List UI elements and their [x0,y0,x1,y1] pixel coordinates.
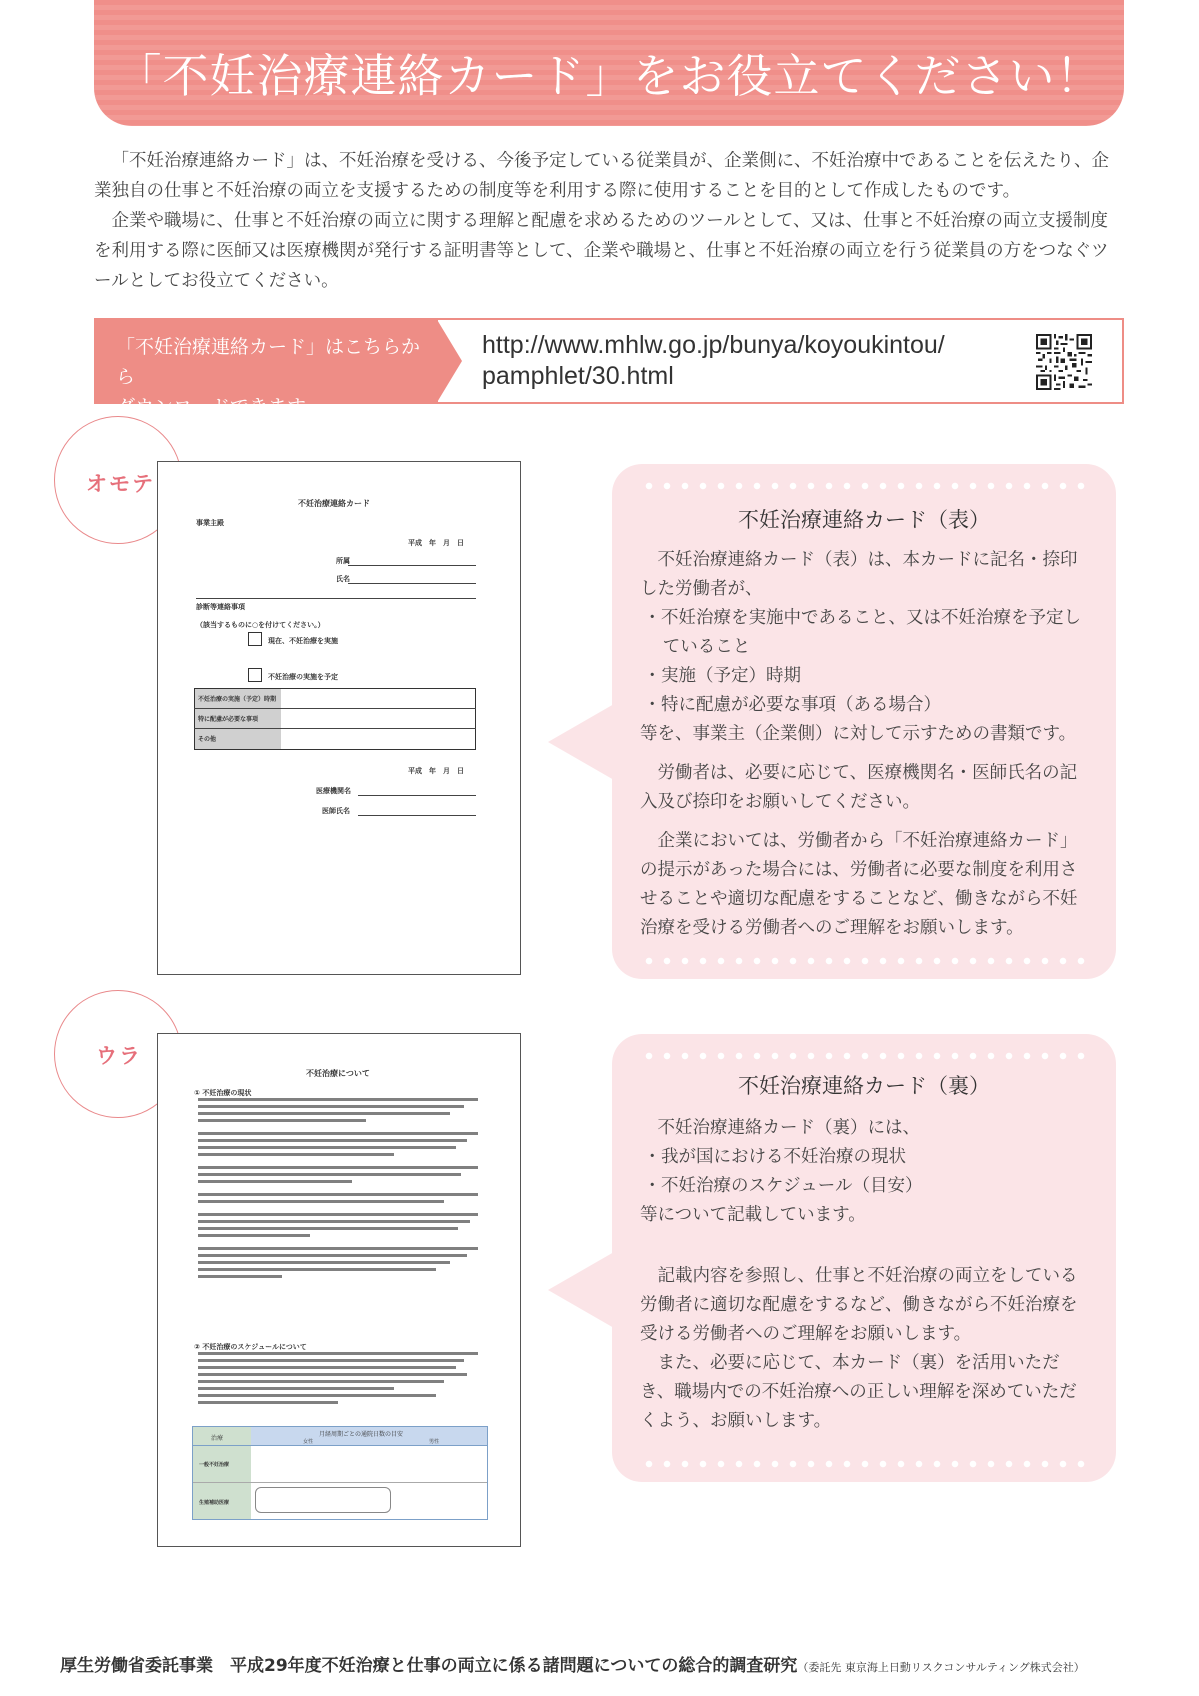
thumb-back-table-col-1: 女性 [303,1439,314,1445]
download-tag-line-2: ダウンロードできます。 [116,396,324,418]
thumb-back-table-row-2: 生殖補助医療 [199,1500,230,1506]
back-explanation-box [612,1034,1116,1482]
thumb-front-option-2: 不妊治療の実施を予定 [268,673,338,681]
back-paragraph-2: 等について記載しています。 [640,1205,866,1225]
download-bar [94,318,1124,418]
intro-paragraph-1: 「不妊治療連絡カード」は、不妊治療を受ける、今後予定している従業員が、企業側に、不妊治療中であることを伝えたり、企業独自の仕事と不妊治療の両立を支援するための制度等を利用する際に使用することを目的として作成したものです。 [94,151,1109,201]
footer-credit [60,1651,1085,1676]
front-bullet-2: ・実施（予定）時期 [643,666,801,686]
thumb-back-title: 不妊治療について [306,1069,370,1078]
thumb-front-doctor: 医師氏名 [322,807,350,815]
front-pointer-icon [548,704,614,780]
front-card-thumbnail [157,461,521,975]
intro-text [94,146,1124,296]
front-bullet-1: ・不妊治療を実施中であること、又は不妊治療を予定していること [643,608,1081,657]
page-title: 「不妊治療連絡カード」をお役立てください！ [115,49,1103,103]
thumb-front-affiliation: 所属 [336,557,350,565]
back-paragraph-3: 記載内容を参照し、仕事と不妊治療の両立をしている労働者に適切な配慮をするなど、働きながら不妊治療を受ける労働者へのご理解をお願いします。 [640,1266,1078,1344]
download-url-line-1[interactable]: http://www.mhlw.go.jp/bunya/koyoukintou/ [482,331,945,359]
thumb-back-table [192,1426,488,1520]
thumb-back-section-1: ① 不妊治療の現状 [194,1089,252,1097]
thumb-back-table-col-2: 男性 [429,1439,440,1445]
back-card-thumbnail [157,1033,521,1547]
back-pointer-icon [548,1252,614,1328]
front-paragraph-2: 等を、事業主（企業側）に対して示すための書類です。 [640,724,1077,744]
back-bullet-1: ・我が国における不妊治療の現状 [643,1147,906,1167]
thumb-front-row-3: その他 [198,736,217,743]
download-url-link[interactable] [482,330,945,392]
back-box-body [640,1114,1088,1436]
back-box-title: 不妊治療連絡カード（裏） [738,1074,990,1098]
footer-main: 厚生労働省委託事業 平成29年度不妊治療と仕事の両立に係る諸問題についての総合的調査研究 [60,1656,798,1676]
thumb-front-option-1: 現在、不妊治療を実施 [268,637,338,645]
download-tag [94,318,438,418]
back-paragraph-4: また、必要に応じて、本カード（裏）を活用いただき、職場内での不妊治療への正しい理解を深めていただくよう、お願いします。 [640,1353,1077,1431]
thumb-front-row-2: 特に配慮が必要な事項 [198,716,259,723]
download-arrow-icon [436,318,462,404]
thumb-back-table-row-1: 一般不妊治療 [199,1462,230,1468]
thumb-back-table-col-0: 治療 [211,1435,224,1442]
front-paragraph-4: 企業においては、労働者から「不妊治療連絡カード」の提示があった場合には、労働者に必要な制度を利用させることや適切な配慮をすることなど、働きながら不妊治療を受ける労働者へのご理解をお願いします。 [640,831,1078,938]
thumb-front-name: 氏名 [336,575,350,583]
thumb-front-instruction: （該当するものに○を付けてください。） [196,621,325,629]
thumb-front-to: 事業主殿 [196,519,224,527]
front-explanation-box [612,464,1116,979]
qr-code-icon[interactable] [1036,334,1092,390]
thumb-front-date-2: 平成 年 月 日 [408,767,464,775]
download-url-line-2[interactable]: pamphlet/30.html [482,362,674,390]
thumb-front-title: 不妊治療連絡カード [298,499,370,508]
thumb-front-section: 診断等連絡事項 [196,603,245,611]
back-side-label: ウラ [96,1044,142,1068]
footer-note: （委託先 東京海上日動リスクコンサルティング株式会社） [797,1661,1085,1674]
thumb-front-date: 平成 年 月 日 [408,539,464,547]
front-paragraph-3: 労働者は、必要に応じて、医療機関名・医師氏名の記入及び捺印をお願いしてください。 [640,763,1078,812]
thumb-front-clinic: 医療機関名 [316,787,351,795]
back-bullet-2: ・不妊治療のスケジュール（目安） [643,1176,923,1196]
thumb-back-table-head: 月経周期ごとの通院日数の目安 [319,1431,404,1438]
thumb-front-row-1: 不妊治療の実施（予定）時期 [198,696,277,703]
front-box-body [640,546,1088,943]
intro-paragraph-2: 企業や職場に、仕事と不妊治療の両立に関する理解と配慮を求めるためのツールとして、又は、仕事と不妊治療の両立支援制度を利用する際に医師又は医療機関が発行する証明書等として、企業や職場と、仕事と不妊治療の両立を行う従業員の方をつなぐツールとしてお役立てください。 [94,211,1109,291]
title-banner [94,0,1124,126]
download-tag-line-1: 「不妊治療連絡カード」はこちらから [116,336,421,388]
front-bullet-3: ・特に配慮が必要な事項（ある場合） [643,695,941,715]
front-side-label: オモテ [86,472,155,496]
front-box-title: 不妊治療連絡カード（表） [738,508,990,532]
thumb-back-section-2: ② 不妊治療のスケジュールについて [194,1343,307,1351]
front-paragraph-1: 不妊治療連絡カード（表）は、本カードに記名・捺印した労働者が、 [640,550,1078,599]
back-paragraph-1: 不妊治療連絡カード（裏）には、 [657,1118,920,1138]
